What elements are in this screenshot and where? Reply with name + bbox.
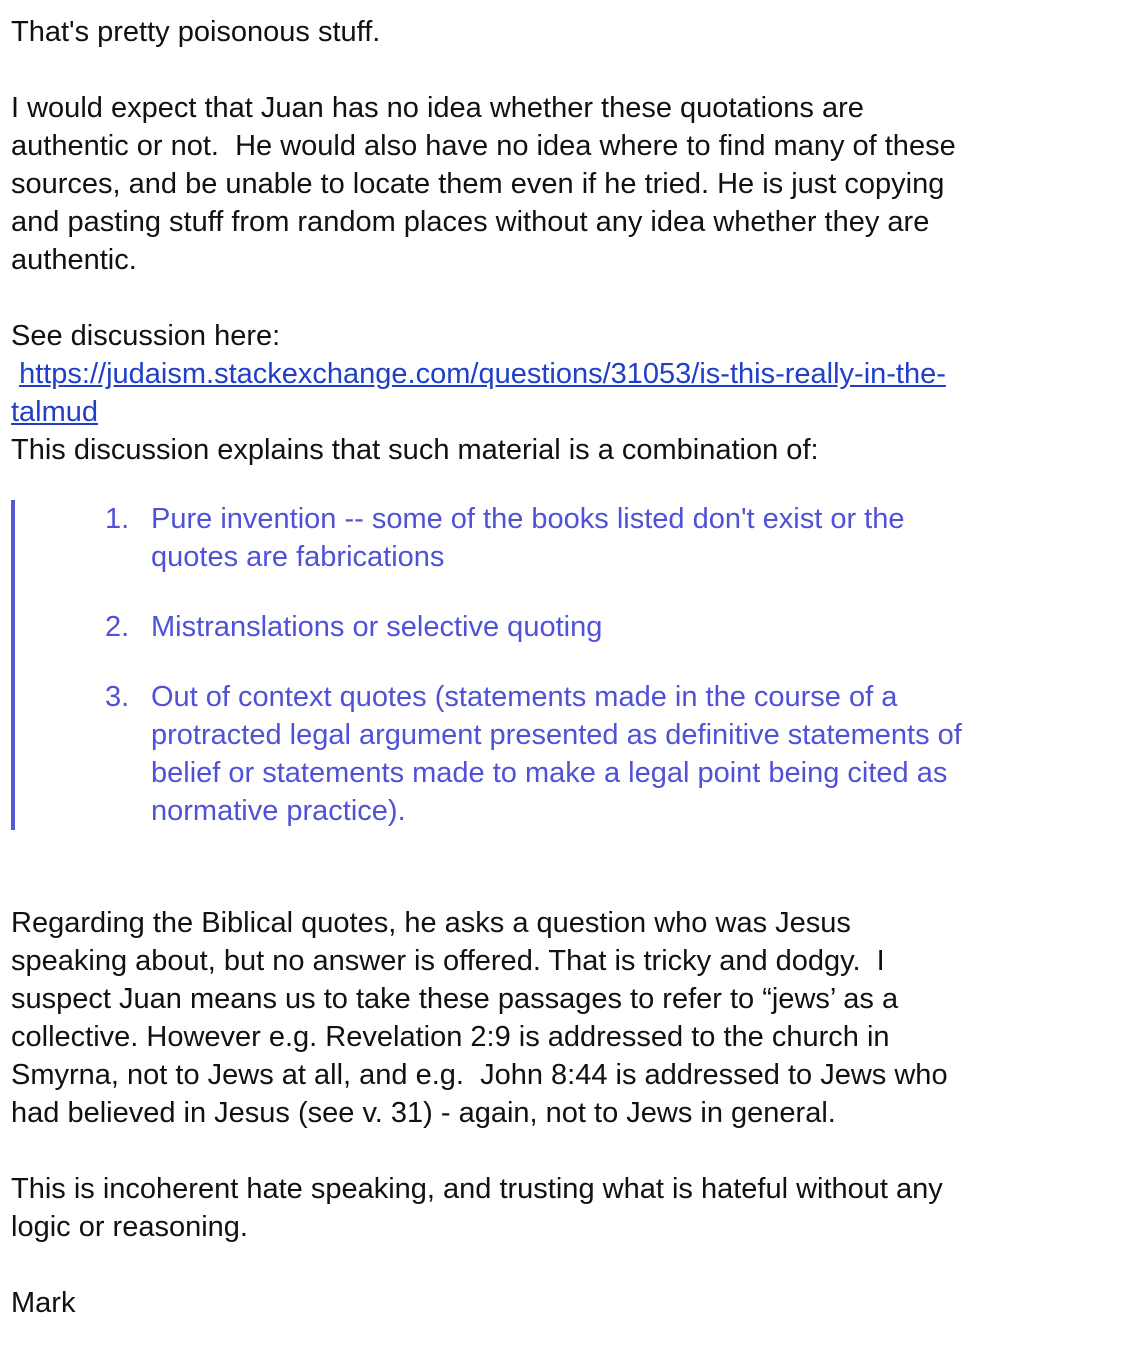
list-item [105,678,1111,830]
paragraph-line: had believed in Jesus (see v. 31) - again, not to Jews in general. [11,1097,836,1129]
discussion-link-line [11,355,1111,393]
paragraph-line: Regarding the Biblical quotes, he asks a question who was Jesus [11,907,851,939]
paragraph-line: and pasting stuff from random places without any idea whether they are [11,206,930,238]
list-item-line: quotes are fabrications [151,541,445,573]
paragraph-line: suspect Juan means us to take these passages to refer to “jews’ as a [11,983,899,1015]
list-item-line: Pure invention -- some of the books listed don't exist or the [151,503,905,535]
paragraph-line: sources, and be unable to locate them even if he tried. He is just copying [11,168,945,200]
discussion-link-line [11,393,1111,431]
paragraph-line: authentic. [11,244,137,276]
paragraph-line: logic or reasoning. [11,1211,248,1243]
signature: Mark [11,1287,76,1319]
opening-line: That's pretty poisonous stuff. [11,16,381,48]
email-body [11,13,1111,1322]
list-item [105,608,1111,646]
list-item-line: belief or statements made to make a legal point being cited as [151,757,948,789]
list-item-line: Mistranslations or selective quoting [151,611,603,643]
paragraph-line: Smyrna, not to Jews at all, and e.g. John 8:44 is addressed to Jews who [11,1059,948,1091]
paragraph-line: authentic or not. He would also have no idea where to find many of these [11,130,956,162]
discussion-link[interactable]: https://judaism.stackexchange.com/questions/31053/is-this-really-in-the- [19,358,946,390]
paragraph-conclusion [11,1170,1111,1246]
paragraph-line: This is incoherent hate speaking, and trusting what is hateful without any [11,1173,943,1205]
list-item [105,500,1111,576]
paragraph-line: speaking about, but no answer is offered. That is tricky and dodgy. I [11,945,885,977]
discussion-link-continued[interactable]: talmud [11,396,99,428]
paragraph-biblical-quotes [11,904,1111,1132]
list-item-line: Out of context quotes (statements made in the course of a [151,681,898,713]
quoted-list-block [11,500,1111,830]
list-number: 3. [105,681,130,713]
list-item-line: normative practice). [151,795,406,827]
paragraph-authenticity [11,89,1111,279]
list-number: 1. [105,503,130,535]
list-number: 2. [105,611,130,643]
numbered-list [105,500,1111,830]
see-discussion-label: See discussion here: [11,320,281,352]
paragraph-line: I would expect that Juan has no idea whether these quotations are [11,92,864,124]
explains-line: This discussion explains that such material is a combination of: [11,434,819,466]
list-item-line: protracted legal argument presented as definitive statements of [151,719,962,751]
paragraph-line: collective. However e.g. Revelation 2:9 is addressed to the church in [11,1021,890,1053]
